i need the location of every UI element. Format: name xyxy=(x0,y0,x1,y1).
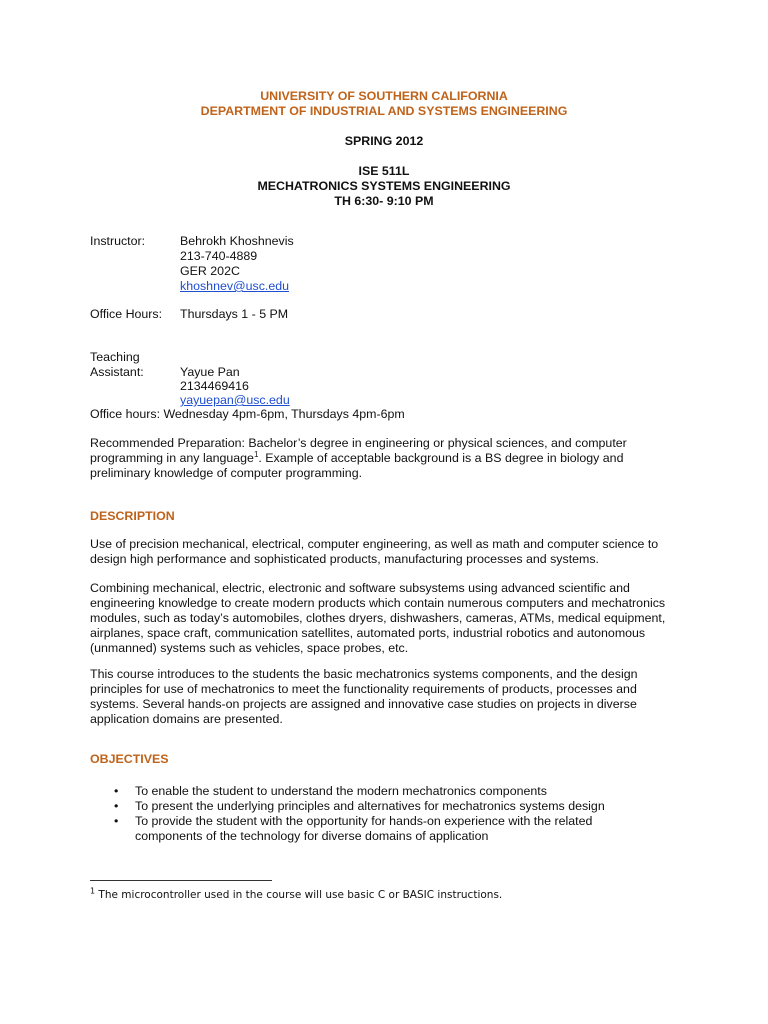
bullet-icon: • xyxy=(114,784,119,798)
course-title: MECHATRONICS SYSTEMS ENGINEERING xyxy=(257,179,511,193)
ta-label-line2: Assistant: xyxy=(90,365,144,379)
description-paragraph-1: Use of precision mechanical, electrical, computer engineering, as well as math and computer science to design high performance and sophisticated products, manufacturing processes and systems. xyxy=(90,537,659,566)
footnote-separator xyxy=(90,880,272,881)
preparation-line: preliminary knowledge of computer programming. xyxy=(90,466,363,480)
instructor-label: Instructor: xyxy=(90,234,146,248)
course-header xyxy=(0,89,768,209)
bullet-icon: • xyxy=(114,814,119,828)
list-item: • To present the underlying principles and alternatives for mechatronics systems design xyxy=(114,799,605,813)
university-name: UNIVERSITY OF SOUTHERN CALIFORNIA xyxy=(260,89,508,103)
recommended-preparation xyxy=(90,436,690,481)
ta-office-hours: Office hours: Wednesday 4pm-6pm, Thursdays 4pm-6pm xyxy=(90,407,405,421)
ta-label-line1: Teaching xyxy=(90,350,140,364)
department-name: DEPARTMENT OF INDUSTRIAL AND SYSTEMS ENGINEERING xyxy=(200,104,568,118)
list-item-continuation: components of the technology for diverse domains of application xyxy=(135,829,489,843)
instructor-name: Behrokh Khoshnevis xyxy=(180,234,294,248)
bullet-icon: • xyxy=(114,799,119,813)
description-paragraph-2: Combining mechanical, electric, electronic and software subsystems using advanced scientific and engineering knowledge to create modern products which contain numerous computers and mechatronics modules, such as today’s automobiles, clothes dryers, dishwashers, cameras, ATMs, medical equipment, airplanes, space craft, communication satellites, automated ports, industrial robotics and autonomous (unmanned) systems such as vehicles, space probes, etc. xyxy=(90,581,666,655)
description-heading: DESCRIPTION xyxy=(90,509,175,523)
footnote-reference: 1 xyxy=(253,449,259,459)
ta-email-link[interactable]: yayuepan@usc.edu xyxy=(180,393,290,407)
list-item: • To provide the student with the opportunity for hands-on experience with the related xyxy=(114,814,593,828)
preparation-line: programming in any language$^1$. Example of acceptable background is a BS degree in biology and xyxy=(90,449,624,465)
objectives-list xyxy=(90,784,710,844)
footnote-text: The microcontroller used in the course will use basic C or BASIC instructions. xyxy=(95,889,503,901)
course-code: ISE 511L xyxy=(358,164,410,178)
course-schedule: TH 6:30- 9:10 PM xyxy=(334,194,434,208)
list-item: • To enable the student to understand the modern mechatronics components xyxy=(114,784,547,798)
preparation-line: Recommended Preparation: Bachelor’s degree in engineering or physical sciences, and computer xyxy=(90,436,627,450)
ta-phone: 2134469416 xyxy=(180,379,249,393)
footnote-number: 1 xyxy=(90,886,96,896)
instructor-phone: 213-740-4889 xyxy=(180,249,258,263)
footnote xyxy=(90,888,502,903)
instructor-office: GER 202C xyxy=(180,264,240,278)
office-hours-label: Office Hours: xyxy=(90,307,163,321)
ta-name: Yayue Pan xyxy=(180,365,240,379)
description-paragraph-3: This course introduces to the students the basic mechatronics systems components, and the design principles for use of mechatronics to meet the functionality requirements of products, processes and systems. Several hands-on projects are assigned and innovative case studies on projects in diverse application domains are presented. xyxy=(90,667,638,726)
office-hours-value: Thursdays 1 - 5 PM xyxy=(180,307,289,321)
objectives-heading: OBJECTIVES xyxy=(90,752,169,766)
term: SPRING 2012 xyxy=(344,134,424,148)
instructor-email-link[interactable]: khoshnev@usc.edu xyxy=(180,279,290,293)
